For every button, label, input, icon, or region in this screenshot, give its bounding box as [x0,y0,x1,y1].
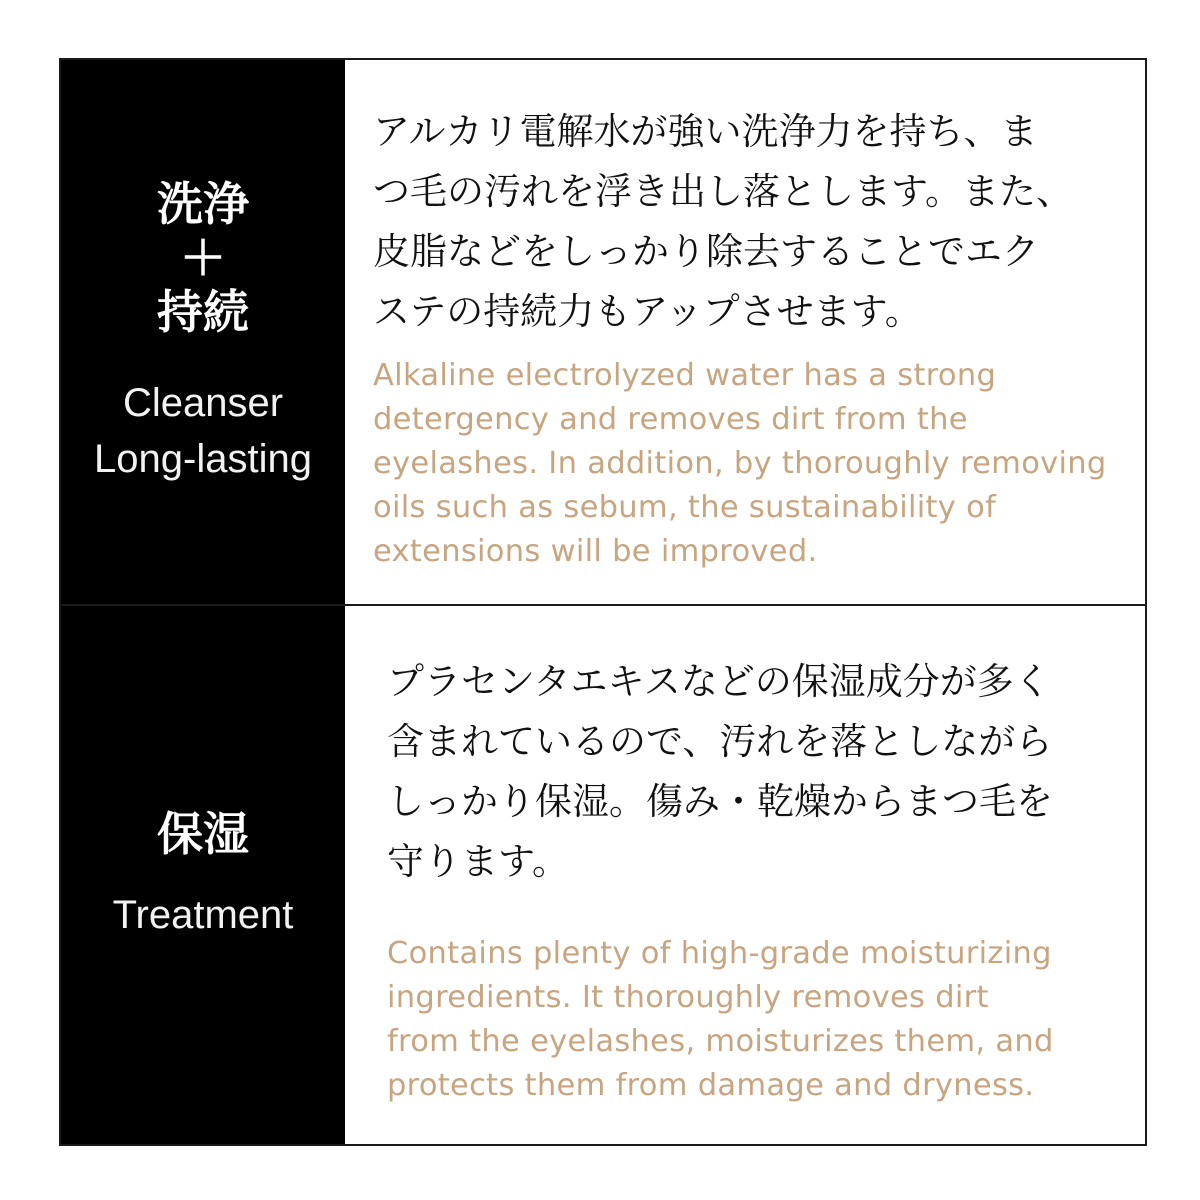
jp-description-line: つ毛の汚れを浮き出し落とします。また、 [373,170,1074,213]
jp-description-line: 皮脂などをしっかり除去することでエク [373,230,1039,273]
en-description-line: extensions will be improved. [373,534,818,569]
en-description-line: from the eyelashes, moisturizes them, and [387,1024,1054,1059]
jp-description-line: アルカリ電解水が強い洗浄力を持ち、ま [373,110,1038,153]
feature-label-cell [61,60,345,604]
en-description [387,932,1125,1108]
en-title-line: Cleanser [122,381,284,425]
en-description-line: detergency and removes dirt from the [373,402,968,437]
jp-description [387,652,1125,892]
feature-en-title [94,375,312,487]
jp-description-line: 守ります。 [387,840,570,883]
feature-label-cell [61,606,345,1144]
en-title-line: Long-lasting [94,437,312,481]
feature-en-title [113,887,294,943]
en-description [373,354,1125,574]
jp-description-line: 含まれているので、汚れを落としながら [387,720,1053,763]
jp-description-line: ステの持続力もアップさせます。 [373,290,922,333]
feature-table [59,58,1147,1146]
feature-description-cell [347,606,1145,1144]
jp-title-line: 持続 [157,285,249,339]
en-description-line: eyelashes. In addition, by thoroughly removing [373,446,1107,481]
feature-jp-title [157,807,249,861]
jp-description-line: しっかり保湿。傷み・乾燥からまつ毛を [387,780,1053,823]
jp-title-line: 洗浄 [157,177,249,231]
jp-description-line: プラセンタエキスなどの保湿成分が多く [387,660,1051,703]
en-description-line: Alkaline electrolyzed water has a strong [373,358,997,393]
en-description-line: Contains plenty of high-grade moisturizing [387,936,1052,971]
feature-description-cell [347,60,1145,604]
jp-title-line: 保湿 [157,807,249,861]
feature-row-cleanser [61,60,1145,604]
feature-row-treatment [61,606,1145,1144]
en-description-line: protects them from damage and dryness. [387,1068,1035,1103]
jp-title-plus: ＋ [180,231,226,285]
jp-description [373,102,1125,342]
feature-jp-title [157,177,249,339]
en-description-line: oils such as sebum, the sustainability of [373,490,997,525]
en-description-line: ingredients. It thoroughly removes dirt [387,980,989,1015]
en-title-line: Treatment [112,893,294,937]
